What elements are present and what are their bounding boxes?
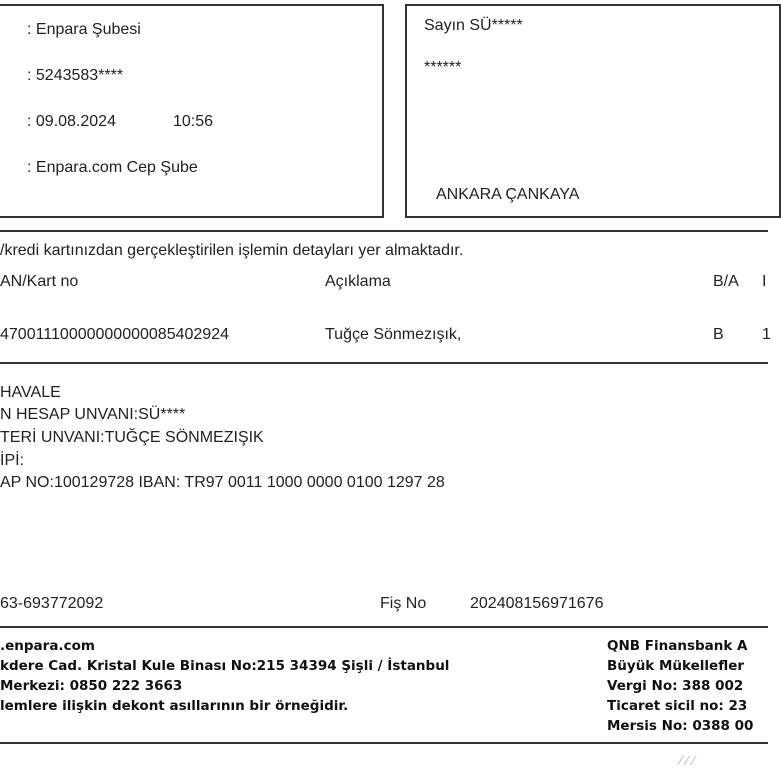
tax-office: Büyük Mükellefler: [607, 658, 745, 674]
transaction-channel: : Enpara.com Cep Şube: [27, 159, 198, 176]
transaction-date: : 09.08.2024: [27, 113, 116, 130]
detail-line-1: HAVALE: [0, 384, 61, 401]
footer-call-center: Merkezi: 0850 222 3663: [0, 678, 183, 694]
row-debit-credit: B: [713, 326, 724, 343]
column-header-iban: AN/Kart no: [0, 273, 79, 290]
column-header-debit-credit: B/A: [713, 273, 739, 290]
detail-line-2: N HESAP UNVANI:SÜ****: [0, 406, 186, 423]
recipient-masked-line: ******: [424, 59, 462, 76]
section-divider-middle: [0, 362, 768, 364]
detail-line-4: İPİ:: [0, 452, 25, 469]
detail-line-5: AP NO:100129728 IBAN: TR97 0011 1000 0000 0100 1297 28: [0, 474, 445, 491]
recipient-greeting: Sayın SÜ*****: [424, 17, 523, 34]
row-description: Tuğçe Sönmezışık,: [325, 326, 462, 343]
stamp-mark: ⁄ ⁄ ⁄: [680, 752, 695, 768]
recipient-location: ANKARA ÇANKAYA: [436, 186, 580, 203]
footer-address: kdere Cad. Kristal Kule Binası No:215 34394 Şişli / İstanbul: [0, 658, 450, 674]
tax-number: Vergi No: 388 002: [607, 678, 744, 694]
receipt-label: Fiş No: [380, 595, 427, 612]
detail-line-3: TERİ UNVANI:TUĞÇE SÖNMEZIŞIK: [0, 429, 264, 446]
bank-name: QNB Finansbank A: [607, 638, 748, 654]
reference-number: 63-693772092: [0, 595, 104, 612]
mersis-number: Mersis No: 0388 00: [607, 718, 754, 734]
section-divider-top: [0, 230, 768, 232]
column-header-description: Açıklama: [325, 273, 391, 290]
intro-text: /kredi kartınızdan gerçekleştirilen işlemin detayları yer almaktadır.: [0, 242, 464, 259]
footer-website: .enpara.com: [0, 638, 95, 654]
customer-number: : 5243583****: [27, 67, 124, 84]
footer-divider: [0, 626, 768, 628]
footer-bottom-border: [0, 742, 768, 744]
branch-name: : Enpara Şubesi: [27, 21, 141, 38]
row-cut: 1: [762, 326, 771, 343]
transaction-time: 10:56: [173, 113, 214, 130]
footer-disclaimer: lemlere ilişkin dekont asıllarının bir örneğidir.: [0, 698, 349, 714]
column-header-cut: I: [762, 273, 767, 290]
trade-registry: Ticaret sicil no: 23: [607, 698, 748, 714]
row-iban: 47001110000000000085402924: [0, 326, 229, 343]
receipt-number: 202408156971676: [470, 595, 604, 612]
